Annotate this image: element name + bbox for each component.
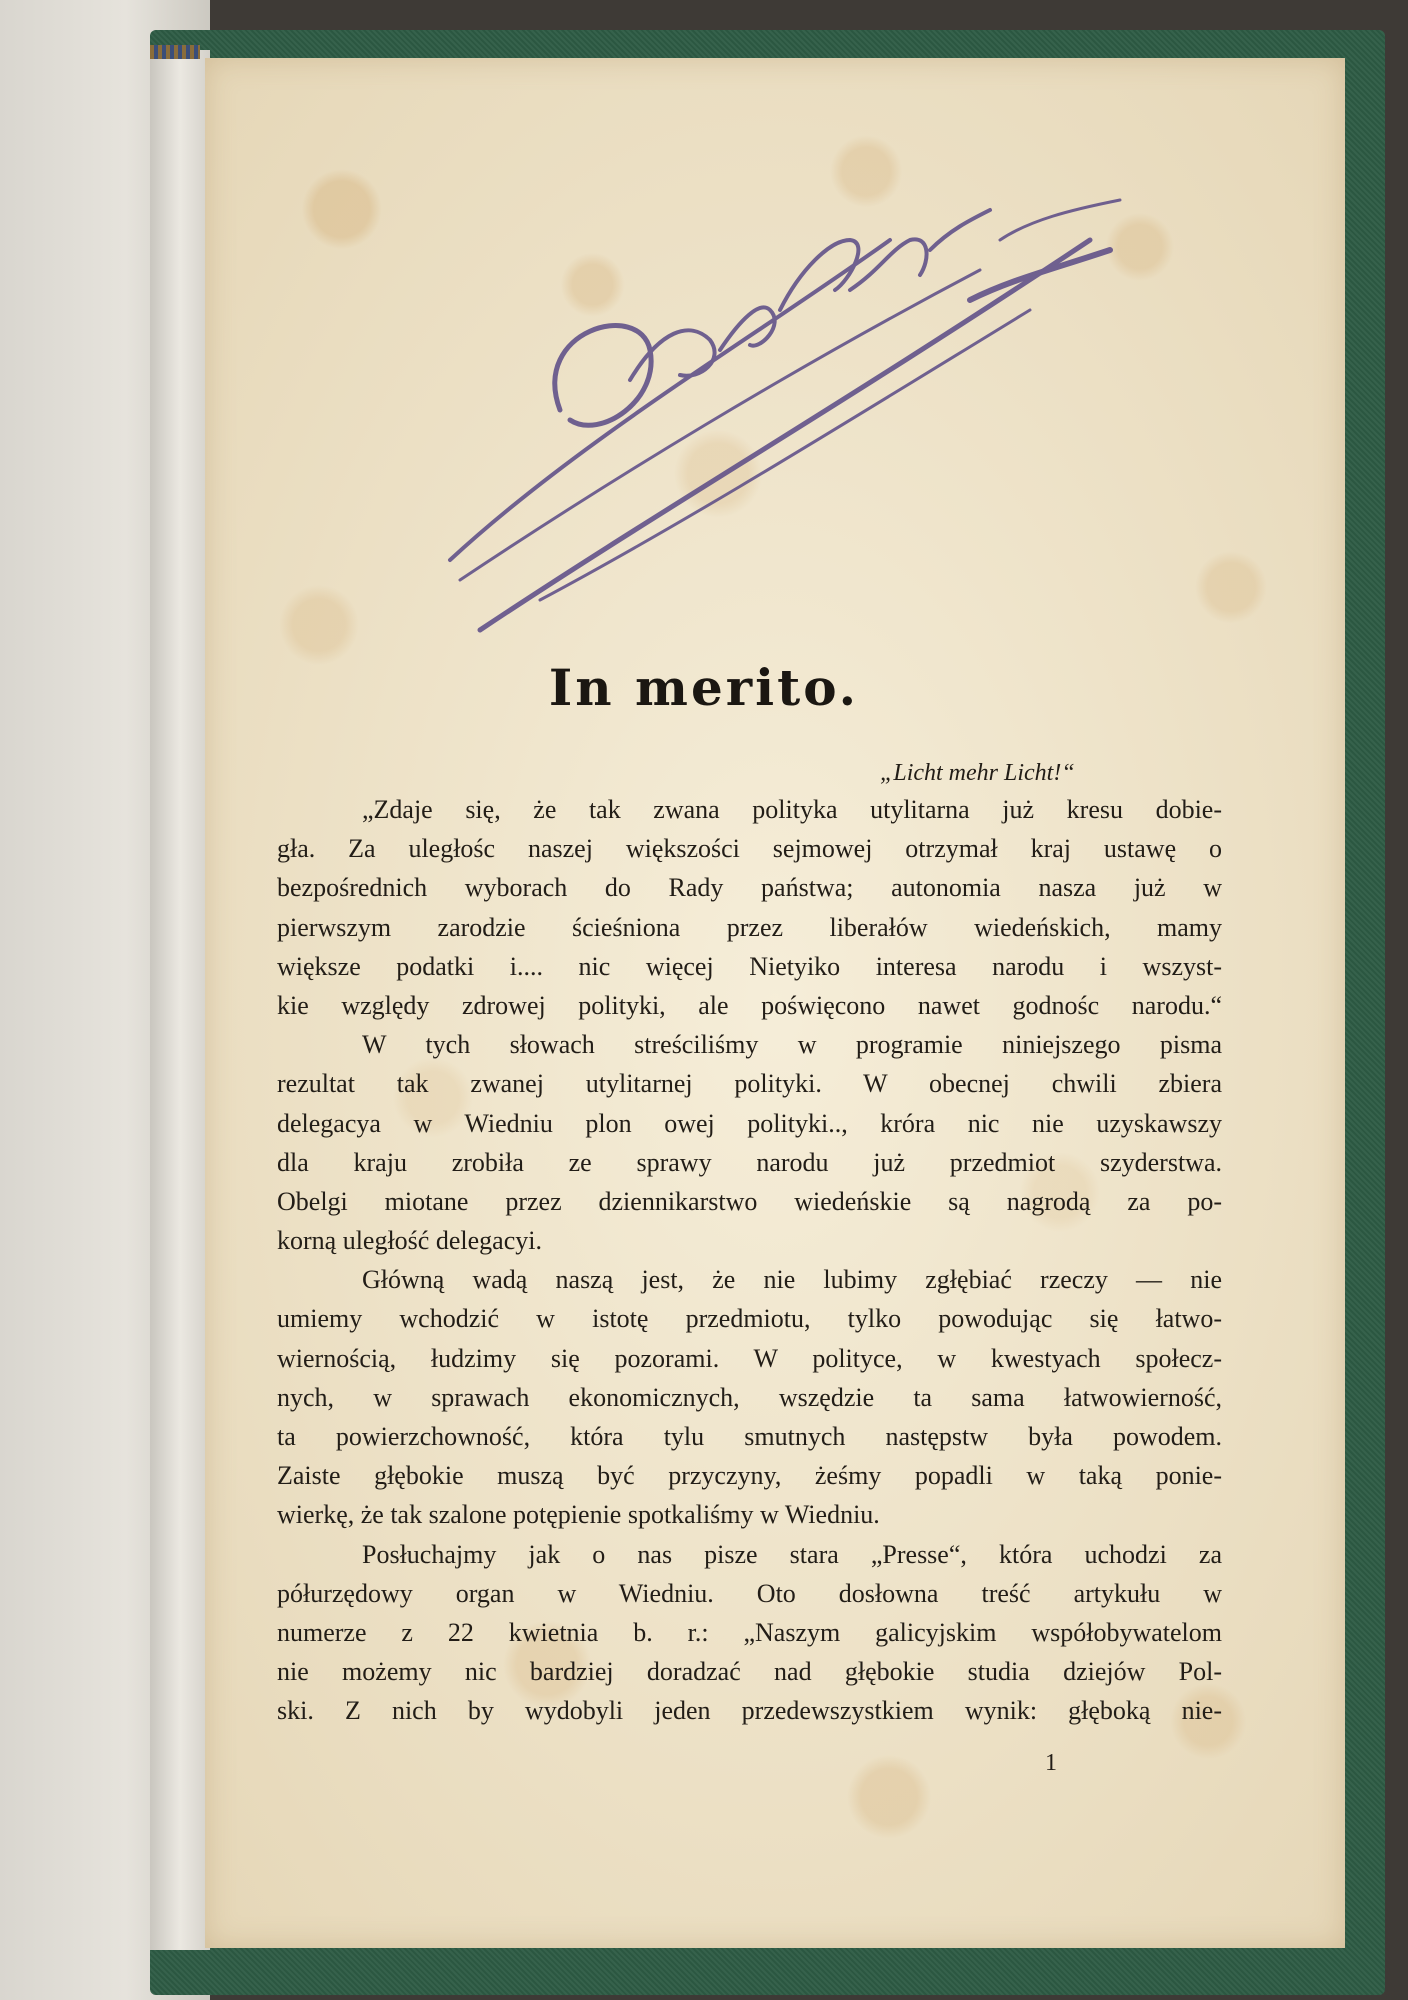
text-line: ski. Z nich by wydobyli jeden przedewszystkiem wynik: głęboką nie- [277,1696,1222,1726]
signature-stamp [330,180,1130,660]
article-body [277,790,1222,1731]
headband [150,45,200,59]
text-line: nie możemy nic bardziej doradzać nad głębokie studia dziejów Pol- [277,1657,1222,1687]
text-line: korną uległość delegacyi. [277,1226,542,1256]
text-line: bezpośrednich wyborach do Rady państwa; autonomia nasza już w [277,873,1222,903]
motto-quote: „Licht mehr Licht!“ [880,760,1075,786]
text-line: W tych słowach streściliśmy w programie niniejszego pisma [362,1030,1222,1060]
text-line: delegacya w Wiedniu plon owej polityki.., króra nic nie uzyskawszy [277,1108,1222,1138]
text-line: Zaiste głębokie muszą być przyczyny, żeśmy popadli w taką ponie- [277,1461,1222,1491]
text-line: większe podatki i.... nic więcej Nietyiko interesa narodu i wszyst- [277,951,1222,981]
text-line: kie względy zdrowej polityki, ale poświęcono nawet godnośc narodu.“ [277,990,1222,1020]
text-line: ta powierzchowność, która tylu smutnych następstw była powodem. [277,1422,1222,1451]
text-line: gła. Za uległośc naszej większości sejmowej otrzymał kraj ustawę o [277,834,1222,864]
signature-icon [330,180,1130,660]
text-line: wiernością, łudzimy się pozorami. W polityce, w kwestyach społecz- [277,1343,1222,1373]
text-line: rezultat tak zwanej utylitarnej polityki. W obecnej chwili zbiera [277,1069,1222,1099]
text-line: umiemy wchodzić w istotę przedmiotu, tylko powodując się łatwo- [277,1304,1222,1334]
text-line: półurzędowy organ w Wiedniu. Oto dosłowna treść artykułu w [277,1578,1222,1608]
text-line: Obelgi miotane przez dziennikarstwo wiedeńskie są nagrodą za po- [277,1186,1222,1216]
page-number: 1 [1045,1750,1057,1776]
text-line: „Zdaje się, że tak zwana polityka utylitarna już kresu dobie- [362,795,1222,824]
text-line: Posłuchajmy jak o nas pisze stara „Presse“, która uchodzi za [362,1539,1222,1569]
text-line: dla kraju zrobiła ze sprawy narodu już przedmiot szyderstwa. [277,1147,1222,1177]
text-line: wierkę, że tak szalone potępienie spotkaliśmy w Wiedniu. [277,1500,880,1530]
book-gutter [150,50,210,1950]
article-title: In merito. [548,658,860,717]
text-line: Główną wadą naszą jest, że nie lubimy zgłębiać rzeczy — nie [362,1265,1222,1295]
text-line: pierwszym zarodzie ścieśniona przez liberałów wiedeńskich, mamy [277,912,1222,942]
text-line: nych, w sprawach ekonomicznych, wszędzie ta sama łatwowierność, [277,1382,1222,1412]
text-line: numerze z 22 kwietnia b. r.: „Naszym galicyjskim współobywatelom [277,1617,1222,1647]
